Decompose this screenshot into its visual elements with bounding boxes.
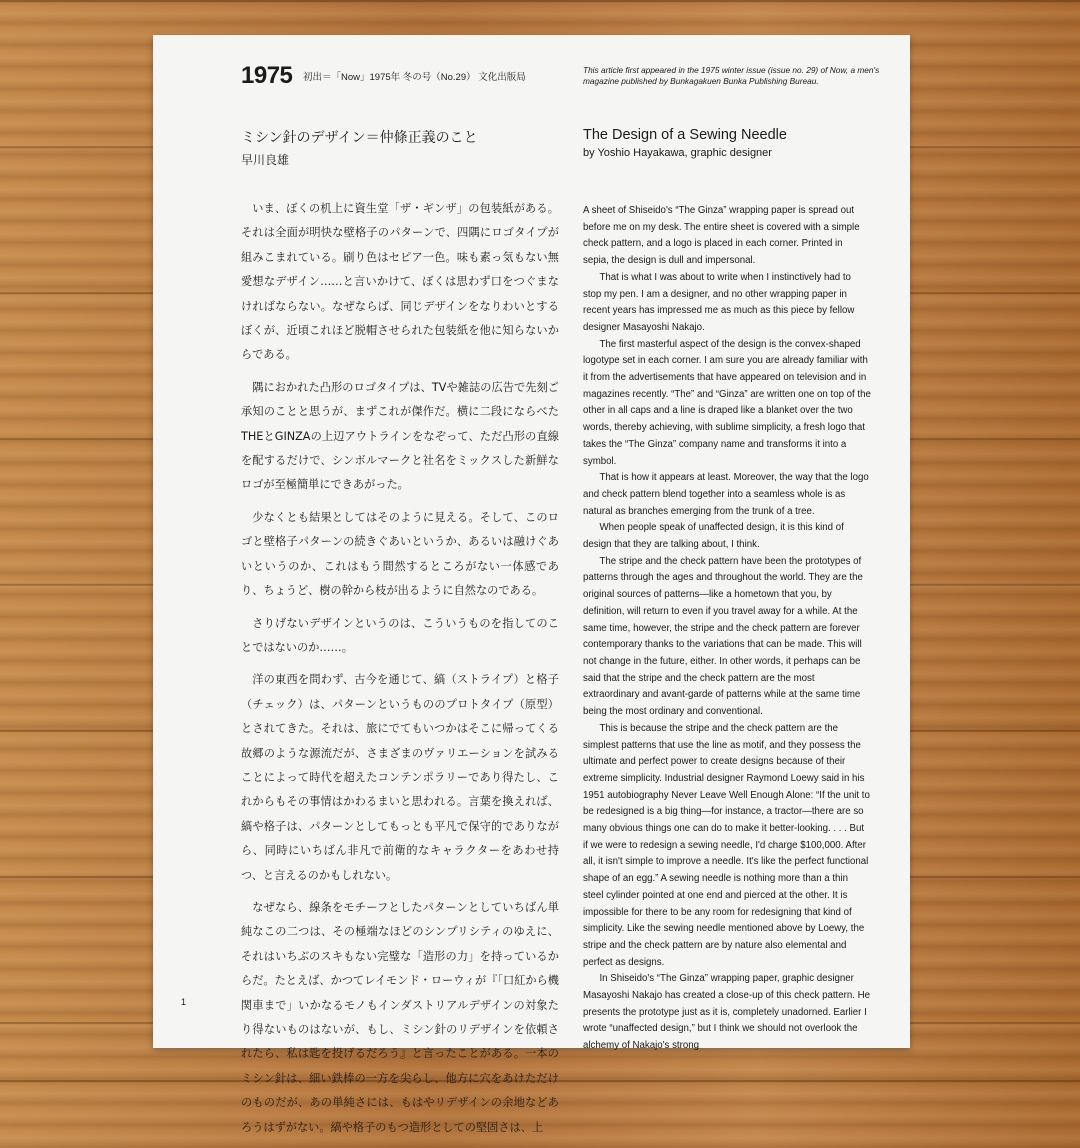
body-column-en xyxy=(583,203,871,1055)
page-number: 1 xyxy=(181,997,187,1007)
year-heading: 1975 xyxy=(241,62,293,89)
paragraph-en: The first masterful aspect of the design is the convex-shaped logotype set in each corner. I am sure you are already familiar with it from the advertisements that have appeared on television and in magazines recently. “The” and “Ginza” are written one on top of the other in all caps and a line is draped like a blanket over the two words, thereby achieving, with sublime simplicity, a fresh logo that takes the “The Ginza” company name and transforms it into a symbol. xyxy=(583,338,871,467)
paragraph-en: When people speak of unaffected design, it is this kind of design that they are talking about, I think. xyxy=(583,522,844,551)
paragraph-jp: いま、ぼくの机上に資生堂「ザ・ギンザ」の包装紙がある。それは全面が明快な壁格子のパターンで、四隅にロゴタイプが組みこまれている。刷り色はセピア一色。味も素っ気もない無愛想なデザイン……と言いかけて、ぼくは思わず口をつぐまなければならない。なぜならば、同じデザインをなりわいとするぼくが、近頃これほど脱帽させられた包装紙を他に知らないからである。 xyxy=(241,202,559,362)
first-published-note-en: This article first appeared in the 1975 winter issue (issue no. 29) of Now, a men's magazine published by Bunkagakuen Bunka Publishing Bureau. xyxy=(583,65,880,86)
paragraph-jp: なぜなら、線条をモチーフとしたパターンとしていちばん単純なこの二つは、その極端なほどのシンプリシティのゆえに、それはいちぶのスキもない完璧な「造形の力」を持っているからだ。たとえば、かつてレイモンド・ローウィが『「口紅から機関車まで」いかなるモノもインダストリアルデザインの対象たり得ないものはないが、もし、ミシン針のリデザインを依頼されたら、私は匙を投げるだろう』と言ったことがある。一本のミシン針は、細い鉄棒の一方を尖らし、他方に穴をあけただけのものだが、あの単純さには、もはやリデザインの余地などあろうはずがない。縞や格子のもつ造形としての堅固さは、上 xyxy=(241,900,559,1134)
article-author-en: by Yoshio Hayakawa, graphic designer xyxy=(583,147,772,159)
article-author-jp: 早川良雄 xyxy=(241,153,290,167)
paragraph-en: In Shiseido's “The Ginza” wrapping paper, graphic designer Masayoshi Nakajo has created a close-up of this check pattern. He presents the prototype just as it is, completely unadorned. Earlier I wrote “unaffected design,” but I think we should not overlook the alchemy of Nakajo's strong xyxy=(583,973,871,1052)
paragraph-jp: 少なくとも結果としてはそのように見える。そして、このロゴと壁格子パターンの続きぐあいというか、あるいは融けぐあいというのか、これはもう間然するところがない一体感であり、ちょうど、樹の幹から枝が出るように自然なのである。 xyxy=(241,510,559,598)
article-title-en: The Design of a Sewing Needle xyxy=(583,127,787,143)
paragraph-en: This is because the stripe and the check pattern are the simplest patterns that use the line as motif, and they possess the ultimate and perfect power to create designs because of their extreme simplicity. Industrial designer Raymond Loewy said in his 1951 autobiography Never Leave Well Enough Alone: “If the unit to be redesigned is a big thing—for instance, a tractor—there are so many obvious things one can do to make it better-looking. . . . But if we were to redesign a sewing needle, I'd charge $100,000. After all, it isn't simple to improve a needle. It's like the perfect functional shape of an egg.” A sewing needle is nothing more than a thin steel cylinder pointed at one end and pierced at the other. It is impossible for there to be any room for redesigning that kind of simplicity. Like the sewing needle mentioned above by Loewy, the stripe and the check pattern are by nature also elemental and perfect as designs. xyxy=(583,722,870,968)
paragraph-jp: 洋の東西を問わず、古今を通じて、縞（ストライプ）と格子（チェック）は、パターンというもののプロトタイプ（原型）とされてきた。それは、旅にでてもいつかはそこに帰ってくる故郷のような源流だが、さまざまのヴァリエーションを試みることによって時代を超えたコンテンポラリーであり得たし、これからもその事情はかわるまいと思われる。言葉を換えれば、縞や格子は、パターンとしてもっとも平凡で保守的でありながら、同時にいちばん非凡で前衛的なキャラクターをあわせ持つ、と言えるのかもしれない。 xyxy=(241,673,559,882)
first-published-note-jp: 初出＝「Now」1975年 冬の号（No.29） 文化出版局 xyxy=(303,72,526,83)
paragraph-jp: 隅におかれた凸形のロゴタイプは、TVや雑誌の広告で先刻ご承知のことと思うが、まずこれが傑作だ。横に二段にならべたTHEとGINZAの上辺アウトラインをなぞって、ただ凸形の直線を配するだけで、シンボルマークと社名をミックスした新鮮なロゴが至極簡単にできあがった。 xyxy=(241,380,559,492)
article-title-jp: ミシン針のデザイン＝仲條正義のこと xyxy=(241,129,478,145)
paragraph-en: A sheet of Shiseido's “The Ginza” wrapping paper is spread out before me on my desk. The entire sheet is covered with a simple check pattern, and a logo is placed in each corner. Printed in sepia, the design is dull and impersonal. xyxy=(583,205,860,267)
paragraph-en: That is what I was about to write when I instinctively had to stop my pen. I am a designer, and no other wrapping paper in recent years has impressed me as much as this piece by fellow designer Masayoshi Nakajo. xyxy=(583,271,855,333)
paragraph-en: That is how it appears at least. Moreover, the way that the logo and check pattern blend together into a seamless whole is as natural as branches emerging from the trunk of a tree. xyxy=(583,472,869,517)
paragraph-en: The stripe and the check pattern have been the prototypes of patterns through the ages and throughout the world. They are the original sources of patterns—like a hometown that you, by definition, will return to even if you travel away for a while. At the same time, however, the stripe and the check pattern are forever contemporary thanks to the variations that can be made. This will not change in the future, either. In other words, it perhaps can be said that the stripe and the check pattern are the most extraordinary and avant-garde of patterns while at the same time being the most ordinary and conventional. xyxy=(583,555,863,718)
document-page xyxy=(153,35,910,1134)
body-column-jp xyxy=(241,197,559,1148)
paragraph-jp: さりげないデザインというのは、こういうものを指してのことではないのか……。 xyxy=(241,616,559,654)
